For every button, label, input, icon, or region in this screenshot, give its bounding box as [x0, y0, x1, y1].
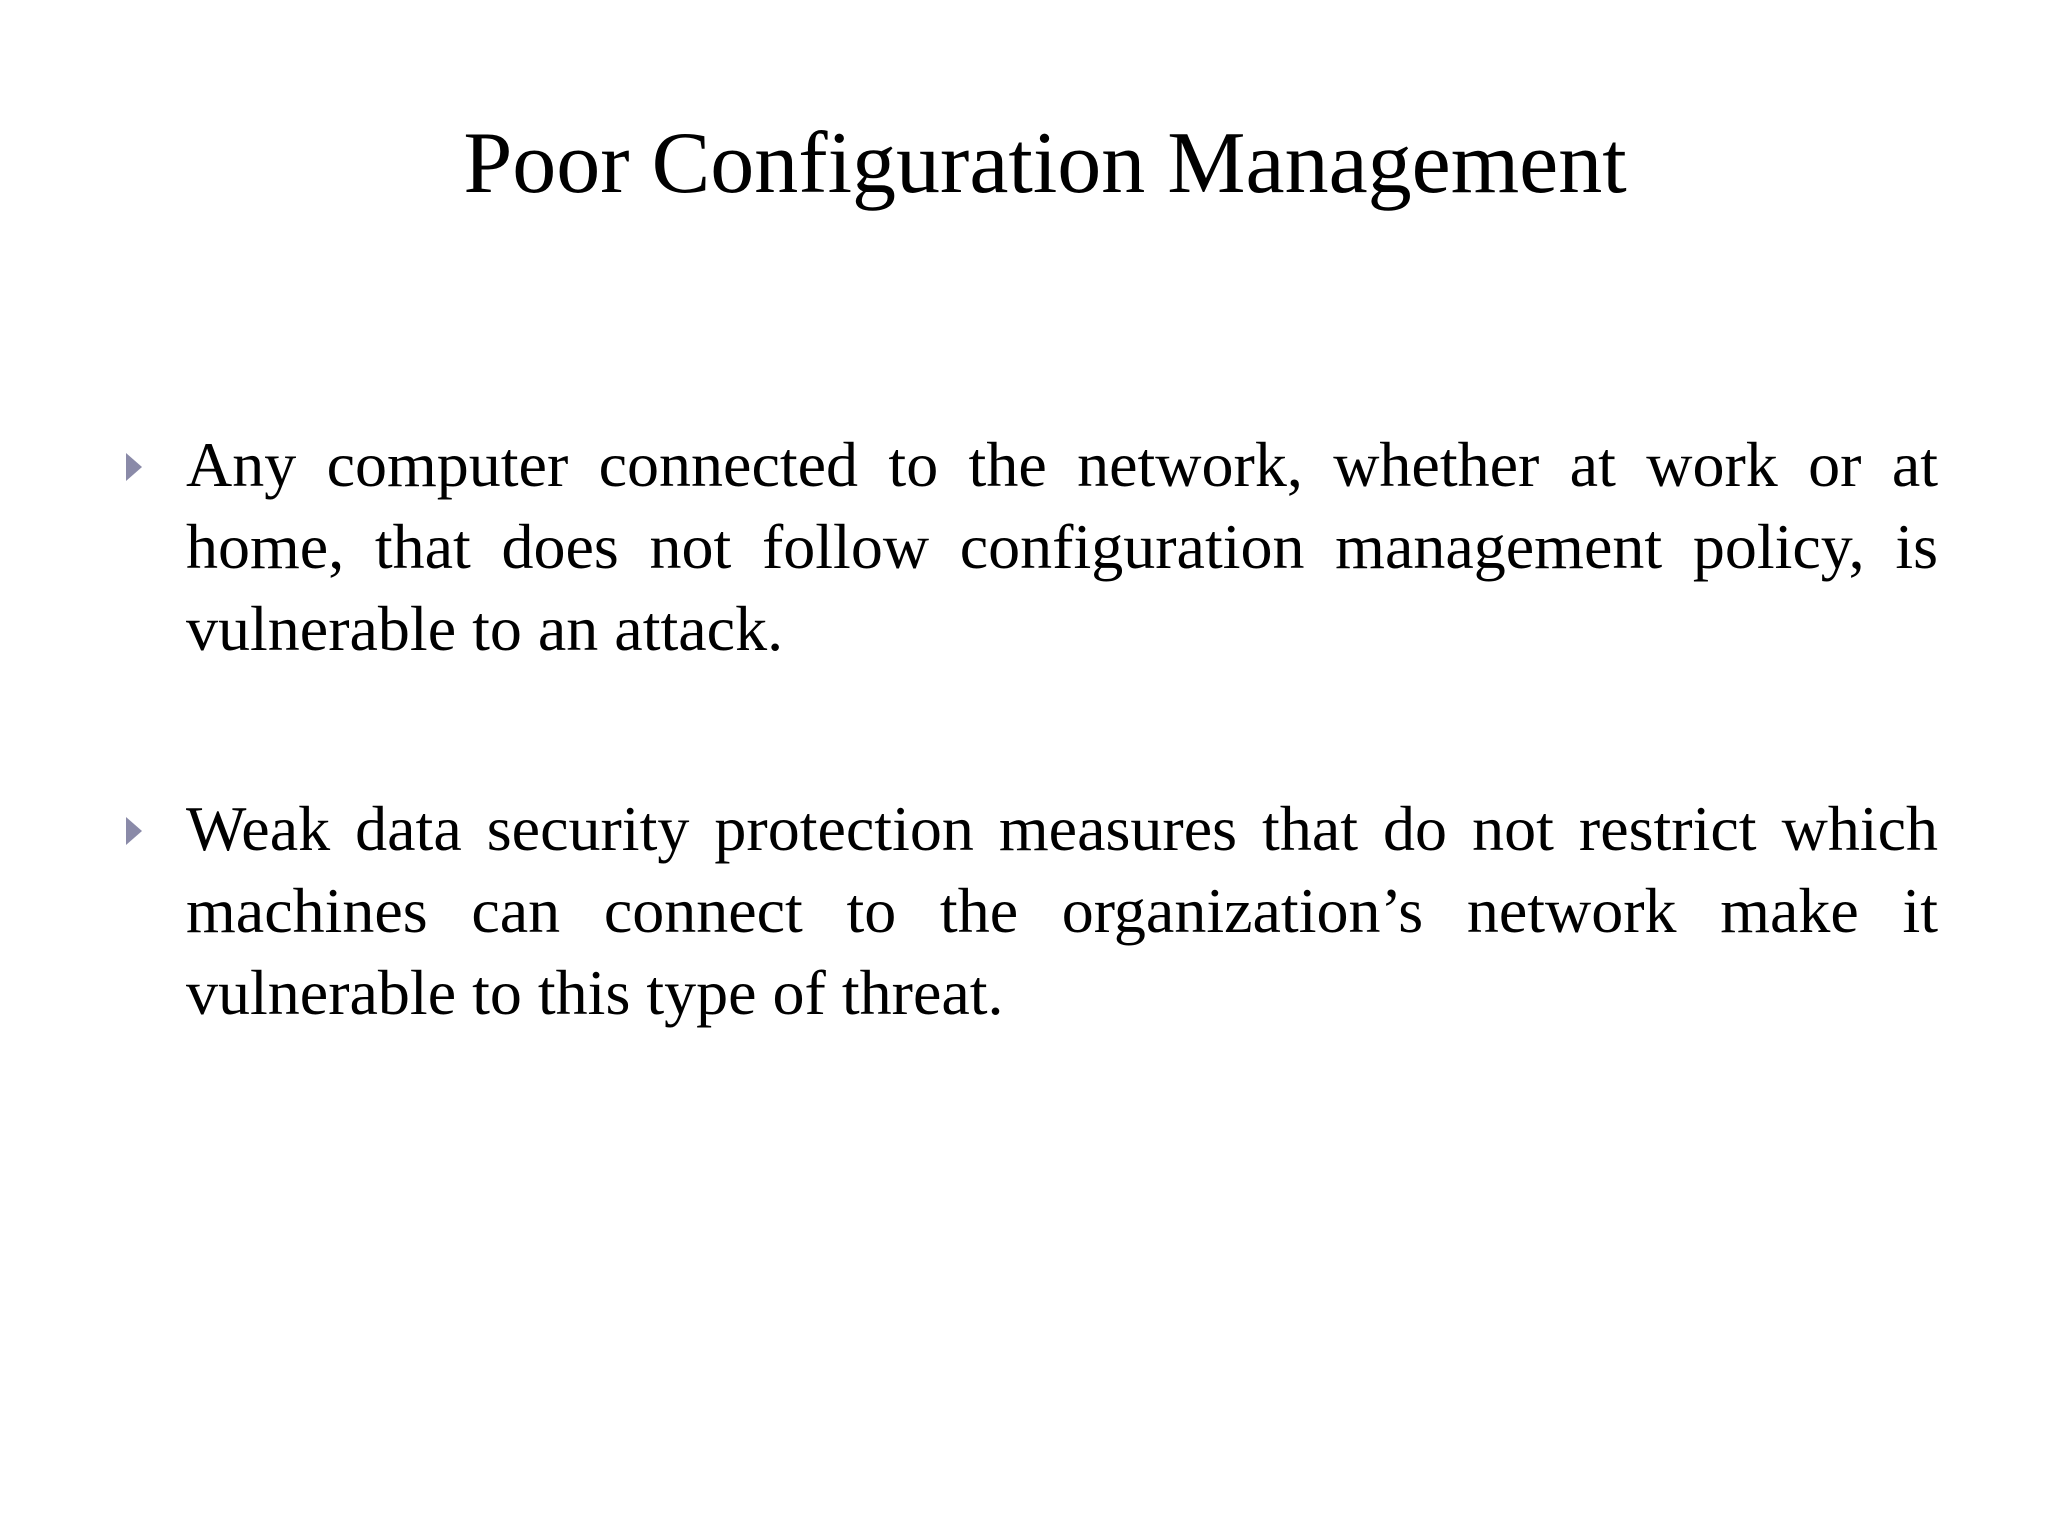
triangle-right-icon	[126, 817, 142, 845]
triangle-right-icon	[126, 453, 142, 481]
bullet-item	[186, 788, 1938, 1034]
slide-title: Poor Configuration Management	[463, 115, 1627, 212]
bullet-text: Any computer connected to the network, whether at work or at home, that does not follow configuration management policy, is vulnerable to an attack.	[186, 429, 1938, 664]
bullet-item	[186, 424, 1938, 670]
bullet-text: Weak data security protection measures that do not restrict which machines can connect to the organization’s network make it vulnerable to this type of threat.	[186, 793, 1938, 1028]
